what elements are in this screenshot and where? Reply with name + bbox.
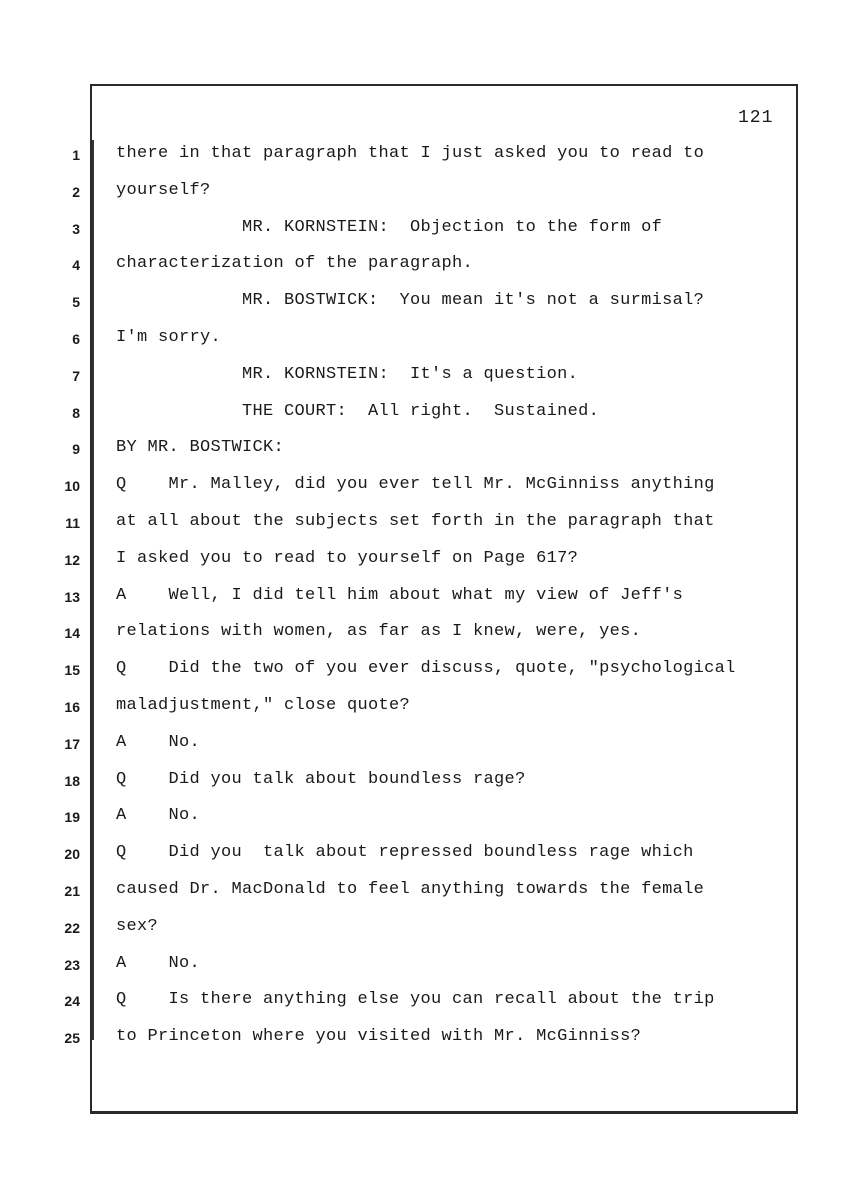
transcript-line: A Well, I did tell him about what my view of Jeff's	[116, 586, 684, 605]
transcript-line: Q Did you talk about repressed boundless rage which	[116, 843, 694, 862]
line-number: 4	[72, 257, 80, 273]
transcript-line: at all about the subjects set forth in the paragraph that	[116, 512, 715, 531]
line-number: 19	[64, 809, 80, 825]
transcript-line: Q Is there anything else you can recall about the trip	[116, 990, 715, 1009]
transcript-line: I'm sorry.	[116, 328, 222, 347]
transcript-line: A No.	[116, 954, 201, 973]
margin-rule	[92, 140, 94, 1040]
line-number: 22	[64, 920, 80, 936]
transcript-line: Q Mr. Malley, did you ever tell Mr. McGinniss anything	[116, 475, 715, 494]
line-number: 21	[64, 883, 80, 899]
line-number: 13	[64, 589, 80, 605]
transcript-line: to Princeton where you visited with Mr. McGinniss?	[116, 1027, 642, 1046]
transcript-line: relations with women, as far as I knew, were, yes.	[116, 622, 642, 641]
line-number: 25	[64, 1030, 80, 1046]
transcript-line: MR. BOSTWICK: You mean it's not a surmisal?	[116, 291, 705, 310]
transcript-line: yourself?	[116, 181, 211, 200]
line-number: 15	[64, 662, 80, 678]
line-number: 24	[64, 993, 80, 1009]
line-number: 6	[72, 331, 80, 347]
transcript-line: there in that paragraph that I just asked you to read to	[116, 144, 705, 163]
transcript-line: sex?	[116, 917, 159, 936]
transcript-line: maladjustment," close quote?	[116, 696, 411, 715]
line-number: 1	[72, 147, 80, 163]
transcript-line: THE COURT: All right. Sustained.	[116, 402, 600, 421]
line-number: 7	[72, 368, 80, 384]
line-number: 23	[64, 957, 80, 973]
page-number: 121	[738, 108, 774, 128]
transcript-line: caused Dr. MacDonald to feel anything towards the female	[116, 880, 705, 899]
line-number: 8	[72, 405, 80, 421]
line-number: 11	[65, 515, 80, 531]
line-number: 9	[72, 441, 80, 457]
transcript-line: Q Did you talk about boundless rage?	[116, 770, 526, 789]
line-number: 5	[72, 294, 80, 310]
line-number: 16	[64, 699, 80, 715]
transcript-line: BY MR. BOSTWICK:	[116, 438, 285, 457]
transcript-line: characterization of the paragraph.	[116, 254, 474, 273]
line-number: 17	[64, 736, 80, 752]
line-number: 12	[64, 552, 80, 568]
line-number: 14	[64, 625, 80, 641]
transcript-line: MR. KORNSTEIN: Objection to the form of	[116, 218, 663, 237]
line-number: 18	[64, 773, 80, 789]
transcript-line: A No.	[116, 806, 201, 825]
transcript-line: MR. KORNSTEIN: It's a question.	[116, 365, 579, 384]
line-number: 20	[64, 846, 80, 862]
transcript-line: I asked you to read to yourself on Page 617?	[116, 549, 579, 568]
line-number: 2	[72, 184, 80, 200]
transcript-line: A No.	[116, 733, 201, 752]
transcript-line: Q Did the two of you ever discuss, quote, "psychological	[116, 659, 736, 678]
line-number: 3	[72, 221, 80, 237]
line-number: 10	[64, 478, 80, 494]
